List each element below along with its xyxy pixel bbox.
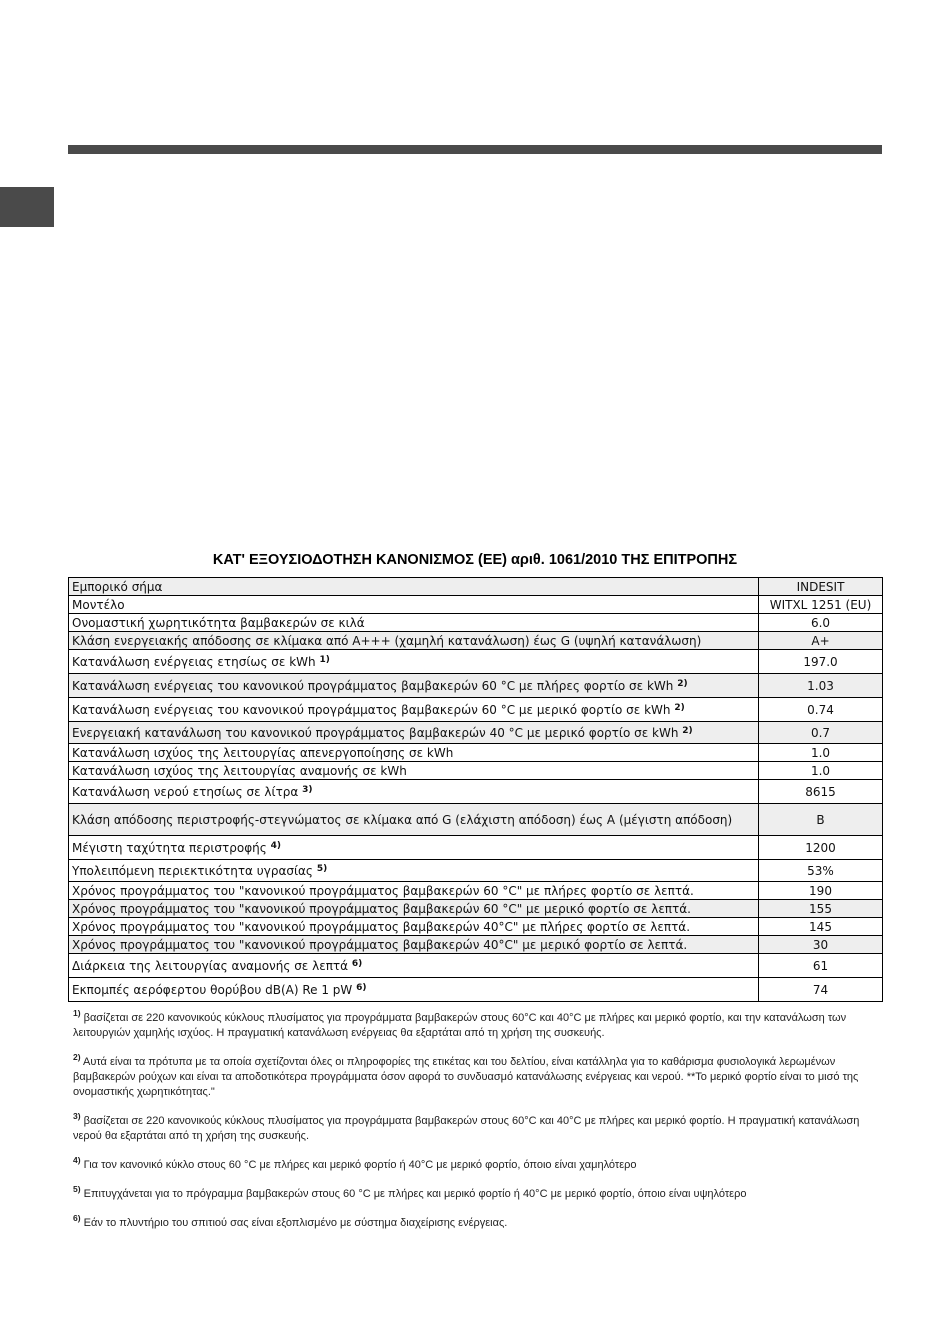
footnote-ref: 3) <box>302 784 313 795</box>
footnote-ref: 6) <box>356 982 367 993</box>
footnote <box>73 1111 878 1144</box>
footnote-text: Για τον κανονικό κύκλο στους 60 °C με πλήρες και μερικό φορτίο ή 40°C με μερικό φορτίο, όποιο είναι χαμηλότερο <box>83 1159 637 1171</box>
row-label: Χρόνος προγράμματος του "κανονικού προγράμματος βαμβακερών 60 °C" με μερικό φορτίο σε λεπτά. <box>69 900 759 918</box>
footnote-ref: 1) <box>319 654 330 665</box>
table-row <box>69 918 883 936</box>
row-value: 53% <box>759 860 883 882</box>
row-label: Εμπορικό σήμα <box>69 578 759 596</box>
table-row <box>69 936 883 954</box>
row-label: Διάρκεια της λειτουργίας αναμονής σε λεπτά $^{6)}$ <box>69 954 759 978</box>
footnote-text: Εάν το πλυντήριο του σπιτιού σας είναι εξοπλισμένο με σύστημα διαχείρισης ενέργειας. <box>83 1217 508 1229</box>
footnote <box>73 1155 878 1173</box>
row-value: 8615 <box>759 780 883 804</box>
footnote-mark: 2) <box>73 1052 81 1062</box>
table-row <box>69 954 883 978</box>
table-row <box>69 650 883 674</box>
table-row <box>69 722 883 744</box>
footnote-mark: 3) <box>73 1111 81 1121</box>
row-label: Υπολειπόμενη περιεκτικότητα υγρασίας $^{5)}$ <box>69 860 759 882</box>
footnote-mark: 5) <box>73 1184 81 1194</box>
footnote <box>73 1052 878 1100</box>
row-label: Χρόνος προγράμματος του "κανονικού προγράμματος βαμβακερών 60 °C" με πλήρες φορτίο σε λεπτά. <box>69 882 759 900</box>
table-row <box>69 836 883 860</box>
spec-table <box>68 577 883 1002</box>
footnote-ref: 2) <box>674 702 685 713</box>
side-tab <box>0 187 54 227</box>
table-row <box>69 698 883 722</box>
table-row <box>69 804 883 836</box>
row-value: 0.7 <box>759 722 883 744</box>
table-row <box>69 578 883 596</box>
table-row <box>69 762 883 780</box>
document-title: ΚΑΤ' ΕΞΟΥΣΙΟΔΟΤΗΣΗ ΚΑΝΟΝΙΣΜΟΣ (ΕΕ) αριθ. 1061/2010 ΤΗΣ ΕΠΙΤΡΟΠΗΣ <box>212 552 738 568</box>
row-value: A+ <box>759 632 883 650</box>
row-value: 1200 <box>759 836 883 860</box>
footnote-mark: 6) <box>73 1213 81 1223</box>
row-label: Μοντέλο <box>69 596 759 614</box>
row-value: 197.0 <box>759 650 883 674</box>
row-label: Κατανάλωση νερού ετησίως σε λίτρα $^{3)}$ <box>69 780 759 804</box>
table-row <box>69 860 883 882</box>
table-row <box>69 882 883 900</box>
row-value: 6.0 <box>759 614 883 632</box>
row-label: Χρόνος προγράμματος του "κανονικού προγράμματος βαμβακερών 40°C" με μερικό φορτίο σε λεπτά. <box>69 936 759 954</box>
row-value: 190 <box>759 882 883 900</box>
row-label: Εκπομπές αερόφερτου θορύβου dB(A) Re 1 pW $^{6)}$ <box>69 978 759 1002</box>
footnote <box>73 1008 878 1041</box>
footnote-ref: 6) <box>351 958 363 969</box>
footnote-ref: 4) <box>270 840 282 851</box>
footnote-ref: 5) <box>316 863 328 874</box>
row-label: Ενεργειακή κατανάλωση του κανονικού προγράμματος βαμβακερών 40 °C με μερικό φορτίο σε kWh $^{2)}$ <box>69 722 759 744</box>
footnote-mark: 4) <box>73 1155 81 1165</box>
row-label: Μέγιστη ταχύτητα περιστροφής $^{4)}$ <box>69 836 759 860</box>
table-row <box>69 674 883 698</box>
row-value: WITXL 1251 (EU) <box>759 596 883 614</box>
table-row <box>69 614 883 632</box>
row-label: Κατανάλωση ισχύος της λειτουργίας αναμονής σε kWh <box>69 762 759 780</box>
row-label: Κατανάλωση ισχύος της λειτουργίας απενεργοποίησης σε kWh <box>69 744 759 762</box>
table-row <box>69 632 883 650</box>
row-value: INDESIT <box>759 578 883 596</box>
row-label: Κατανάλωση ενέργειας του κανονικού προγράμματος βαμβακερών 60 °C με πλήρες φορτίο σε kWh $^{2)}$ <box>69 674 759 698</box>
footnote-text: βασίζεται σε 220 κανονικούς κύκλους πλυσίματος για προγράμματα βαμβακερών στους 60°C και 40°C με πλήρες και μερικό φορτίο, και την κατανάλωση των λειτουργιών χαμηλής ισχύος. Η πραγματική κατανάλωση ενέργειας θα εξαρτάται από τη χρήση της συσκευής. <box>73 1012 847 1039</box>
row-value: 30 <box>759 936 883 954</box>
row-label: Κλάση ενεργειακής απόδοσης σε κλίμακα από A+++ (χαμηλή κατανάλωση) έως G (υψηλή κατανάλωση) <box>69 632 759 650</box>
top-rule <box>68 145 882 154</box>
row-label: Κατανάλωση ενέργειας ετησίως σε kWh $^{1)}$ <box>69 650 759 674</box>
footnote-ref: 2) <box>677 678 688 689</box>
footnote <box>73 1184 878 1202</box>
row-value: B <box>759 804 883 836</box>
row-label: Κλάση απόδοσης περιστροφής-στεγνώματος σε κλίμακα από G (ελάχιστη απόδοση) έως A (μέγιστη απόδοση) <box>69 804 759 836</box>
table-row <box>69 900 883 918</box>
row-label: Κατανάλωση ενέργειας του κανονικού προγράμματος βαμβακερών 60 °C με μερικό φορτίο σε kWh $^{2)}$ <box>69 698 759 722</box>
footnote-text: Επιτυγχάνεται για το πρόγραμμα βαμβακερών στους 60 °C με πλήρες και μερικό φορτίο ή 40°C με μερικό φορτίο, όποιο είναι υψηλότερο <box>83 1188 747 1200</box>
row-label: Χρόνος προγράμματος του "κανονικού προγράμματος βαμβακερών 40°C" με πλήρες φορτίο σε λεπτά. <box>69 918 759 936</box>
row-value: 1.03 <box>759 674 883 698</box>
row-value: 74 <box>759 978 883 1002</box>
table-row <box>69 978 883 1002</box>
footnote-text: βασίζεται σε 220 κανονικούς κύκλους πλυσίματος για προγράμματα βαμβακερών στους 60°C και 40°C με πλήρες και μερικό φορτίο. Η πραγματική κατανάλωση νερού θα εξαρτάται από τη χρήση της συσκευής. <box>73 1115 860 1142</box>
table-row <box>69 780 883 804</box>
row-value: 1.0 <box>759 744 883 762</box>
footnote-ref: 2) <box>682 725 693 736</box>
table-row <box>69 744 883 762</box>
footnote <box>73 1213 878 1231</box>
table-row <box>69 596 883 614</box>
row-value: 0.74 <box>759 698 883 722</box>
row-label: Ονομαστική χωρητικότητα βαμβακερών σε κιλά <box>69 614 759 632</box>
footnote-mark: 1) <box>73 1008 81 1018</box>
row-value: 61 <box>759 954 883 978</box>
row-value: 155 <box>759 900 883 918</box>
row-value: 145 <box>759 918 883 936</box>
row-value: 1.0 <box>759 762 883 780</box>
footnotes <box>73 1008 878 1231</box>
footnote-text: Αυτά είναι τα πρότυπα με τα οποία σχετίζονται όλες οι πληροφορίες της ετικέτας και του δελτίου, είναι κατάλληλα για το καθάρισμα φυσιολογικά λερωμένων βαμβακερών ρούχων και είναι τα αποδοτικότερα προγράμματα όσον αφορά το συνδυασμό κατανάλωσης ενέργειας και νερού. **Το μερικό φορτίο είναι το μισό της ονομαστικής χωρητικότητας." <box>73 1056 859 1098</box>
